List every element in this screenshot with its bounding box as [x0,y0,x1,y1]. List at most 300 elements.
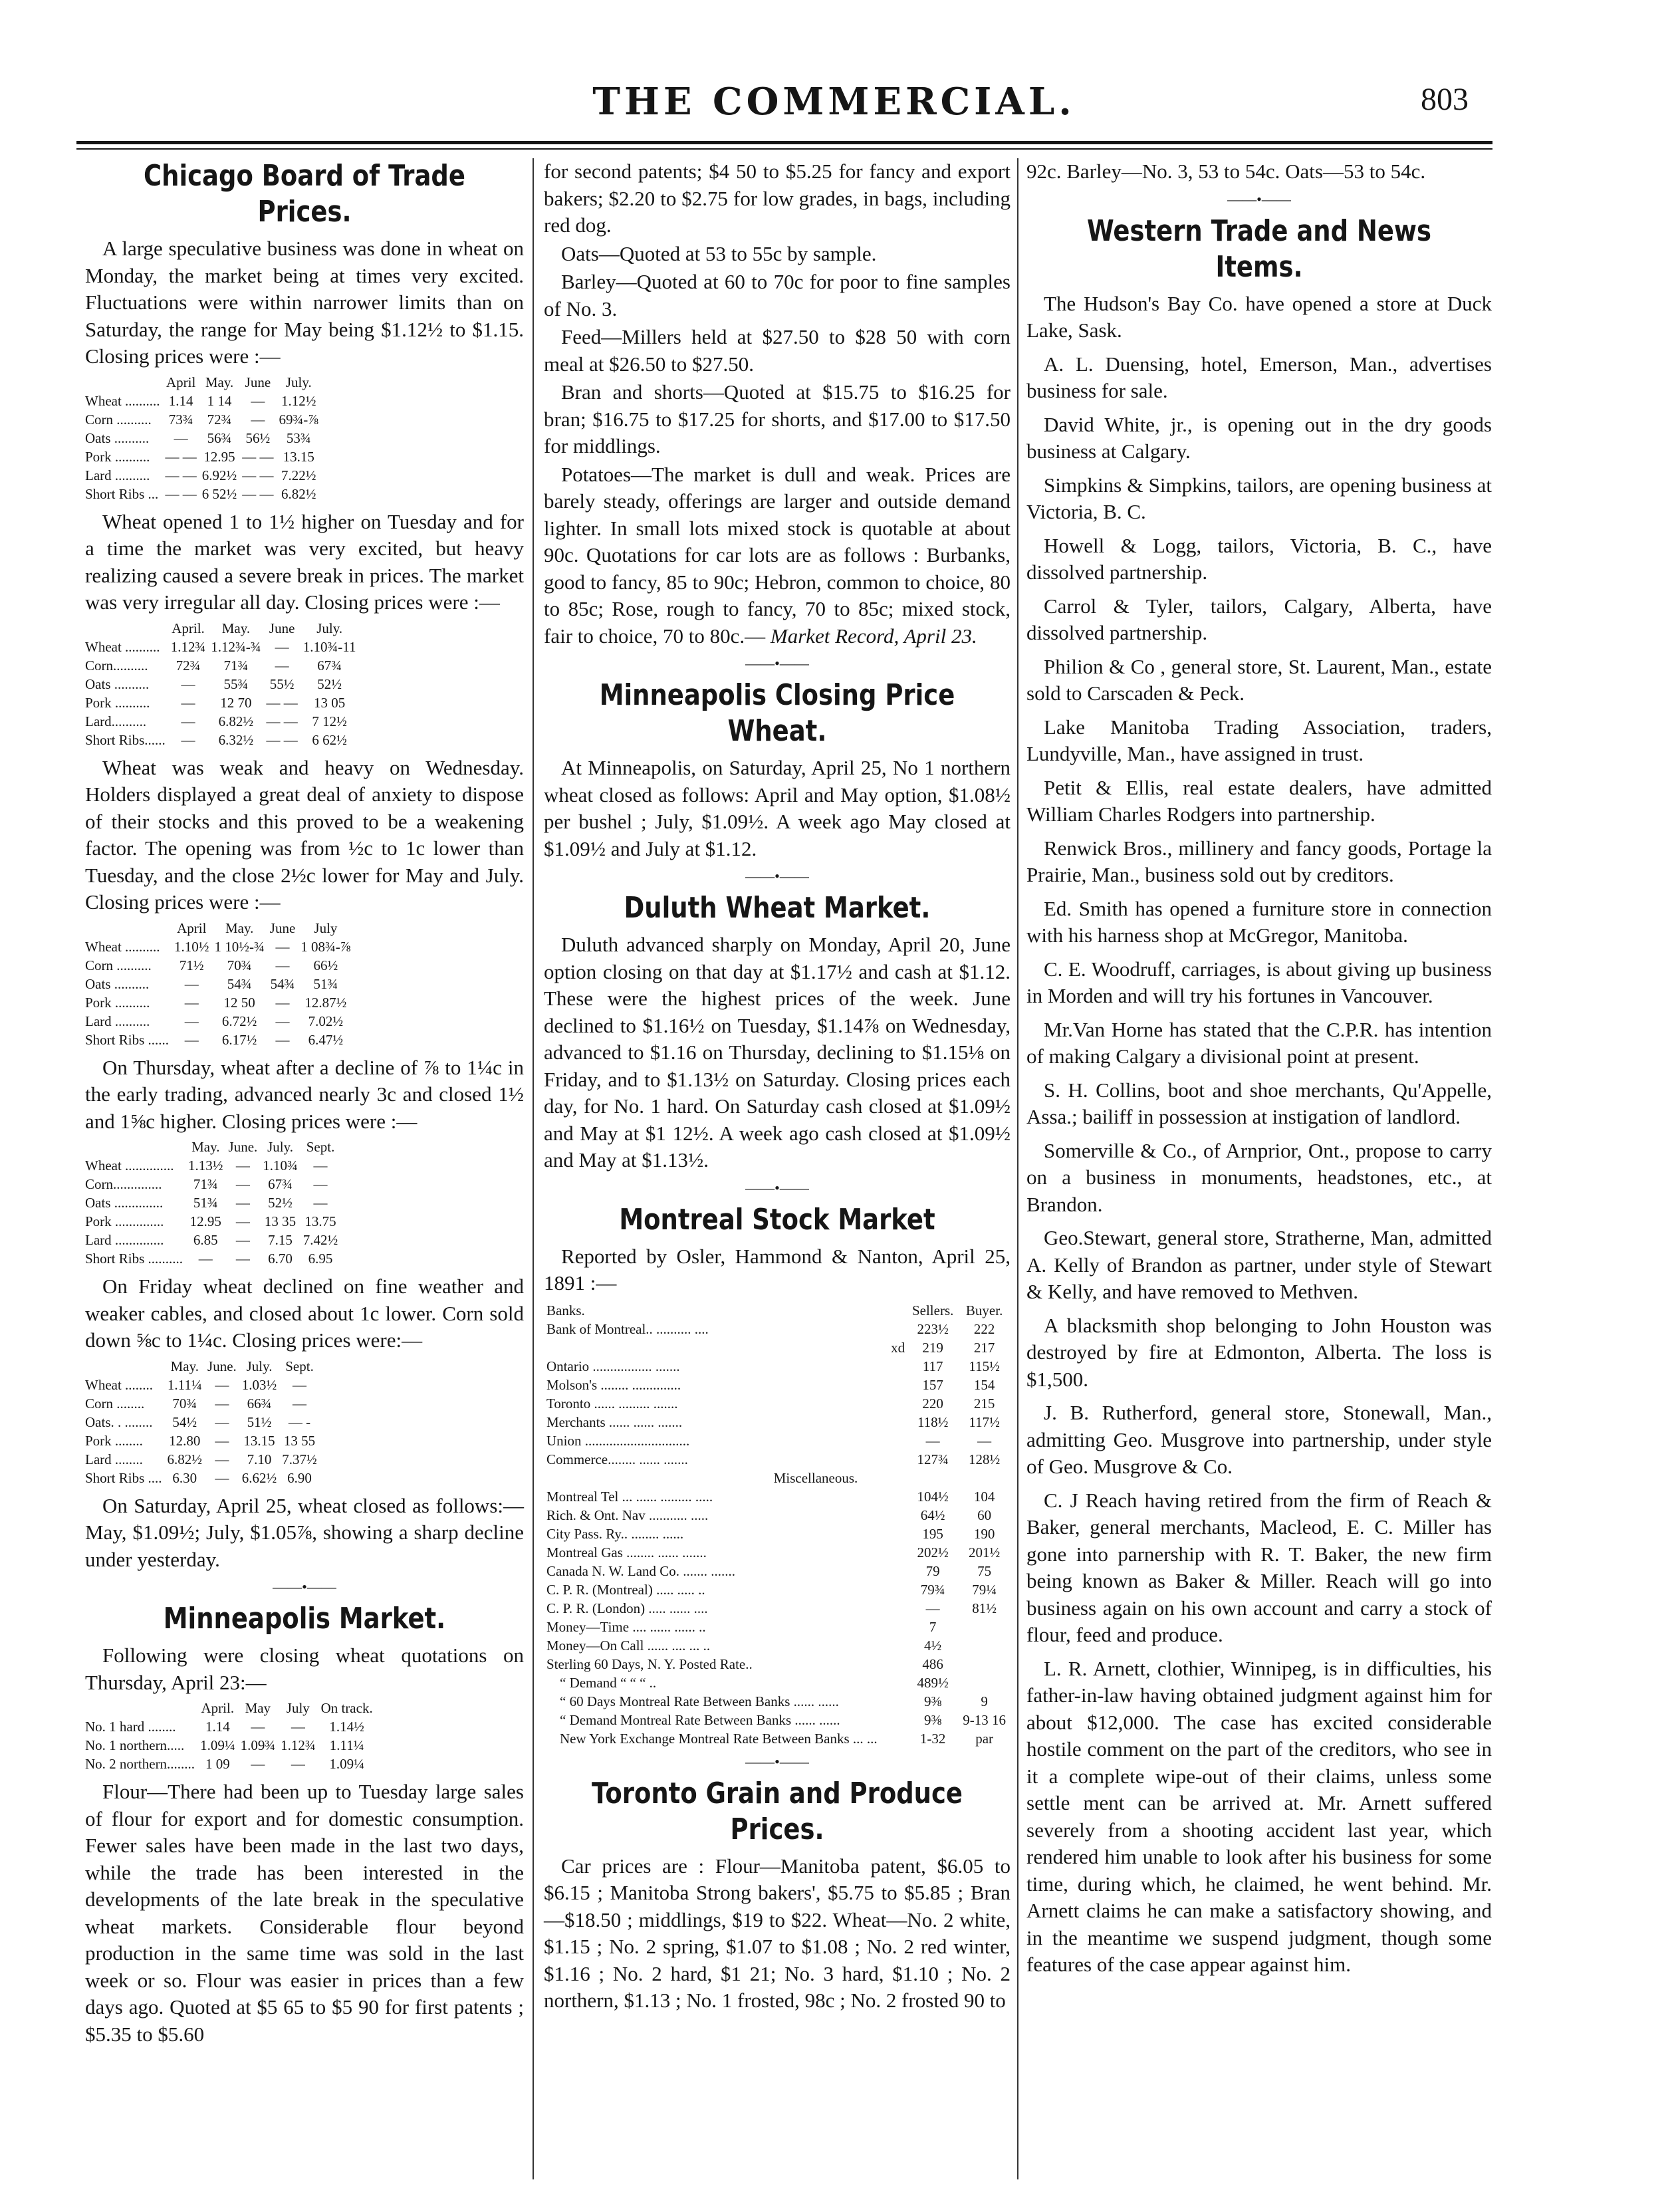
table-row [85,1469,320,1487]
table-header-row [544,1301,1011,1320]
price-cell: 71½ [179,957,204,973]
grade-label: No. 1 northern..... [85,1737,185,1753]
price-cell: — [215,1413,229,1430]
stock-name: Money—On Call ...... .... ... .. [546,1637,711,1654]
price-cell: — — [266,731,298,748]
price-cell: 1.10¾ [263,1158,298,1173]
table-header-row [85,619,359,638]
price-table-thursday [85,1138,340,1268]
table-row [85,975,354,993]
price-cell: 71¾ [193,1176,218,1192]
table-row [85,1413,320,1431]
sellers-price: 202½ [917,1544,949,1560]
table-row [544,1729,1011,1748]
news-item: The Hudson's Bay Co. have opened a store at Duck Lake, Sask. [1026,291,1492,342]
buyers-price [958,1618,1011,1636]
paragraph: Car prices are : Flour—Manitoba patent, $6.05 to $6.15 ; Manitoba Strong bakers', $5.75 to $5.85 ; Bran —$18.50 ; middlings, $19 to $22. Wheat—No. 2 white, $1.15 ; No. 2 spring, $1.07 to $1.08 ; No. 2 red winter, $1.16 ; No. 2 hard, $1 21; No. 3 hard, $1.10 ; No. 2 northern, $1.13 ; No. 1 frosted, 98c ; No. 2 frosted 90 to [544,1854,1011,2012]
table-row [544,1487,1011,1506]
price-cell: — [275,938,290,955]
price-cell: 51¾ [313,975,338,992]
commodity-label: Corn ........ [85,1395,145,1412]
table-section-row [544,1469,1011,1487]
price-cell: 6.72½ [221,1013,257,1029]
paragraph: Bran and shorts—Quoted at $15.75 to $16.25 for bran; $16.75 to $17.25 for shorts, and $17.00 to $17.50 for middlings. [544,380,1011,457]
headline-chicago-board-of-trade: Chicago Board of Trade Prices. [144,159,465,229]
sellers-price: 117 [922,1358,943,1374]
price-cell: — [275,1031,290,1048]
commodity-label: Wheat .............. [85,1158,174,1173]
table-row [544,1580,1011,1599]
buyers-price: 117½ [969,1413,1000,1430]
price-cell: — [181,694,195,711]
price-cell: 66½ [313,957,338,973]
price-cell: 55¾ [223,676,249,692]
commodity-label: Wheat .......... [85,392,160,409]
stock-name: Rich. & Ont. Nav ........... ..... [546,1507,709,1523]
buyers-price: 75 [977,1562,992,1579]
paragraph: At Minneapolis, on Saturday, April 25, No 1 northern wheat closed as follows: April and May option, $1.08½ per bushel ; July, $1.09½. A week ago May closed at $1.09½ and July at $1.12. [544,756,1011,860]
commodity-label: Pork .......... [85,694,150,711]
price-cell: 53¾ [286,430,311,446]
paragraph: Following were closing wheat quotations on Thursday, April 23:— [85,1644,524,1694]
news-item: Howell & Logg, tailors, Victoria, B. C., have dissolved partnership. [1026,533,1492,584]
commodity-label: Corn.......... [85,657,148,674]
sellers-price: 4½ [924,1637,942,1654]
stock-name: Sterling 60 Days, N. Y. Posted Rate.. [546,1656,753,1672]
price-cell: 7.15 [268,1232,293,1248]
commodity-label: Lard.......... [85,713,147,729]
price-cell: — — [242,467,274,483]
table-header: April. [172,620,205,636]
table-header-row [85,1138,340,1156]
table-row [85,1031,354,1049]
table-header: April. [201,1700,235,1716]
table-row [85,1249,340,1268]
price-cell: 56½ [245,430,271,446]
price-cell: — [313,1176,328,1192]
price-cell: 71¾ [223,657,249,674]
table-row [85,1212,340,1231]
table-row [85,731,359,749]
table-row [85,1394,320,1413]
stock-name: Money—Time .... ...... ...... .. [546,1618,706,1635]
price-cell: 6.95 [308,1251,333,1267]
price-cell: 12 70 [220,694,252,711]
price-cell: 69¾-⅞ [279,411,319,428]
sellers-price: 7 [929,1618,937,1635]
price-cell: 1.11¼ [329,1737,364,1753]
price-cell: 1.03½ [241,1376,277,1393]
price-cell: 1 08¾-⅞ [300,938,351,955]
table-row [85,1156,340,1175]
paragraph: On Saturday, April 25, wheat closed as follows:—May, $1.09½; July, $1.05⅞, showing a sharp decline under yesterday. [85,1493,524,1571]
table-row [85,937,354,956]
paragraph: On Thursday, wheat after a decline of ⅞ to 1¼c in the early trading, advanced nearly 3c and closed 1½ and 1⅝c higher. Closing prices were :— [85,1055,524,1133]
table-header: July [286,1700,310,1716]
table-row [85,693,359,712]
table-header: July. [316,620,343,636]
commodity-label: Pork ........ [85,1432,143,1449]
buyers-price: 115½ [969,1358,1000,1374]
price-cell: 55½ [269,676,295,692]
buyers-price [958,1673,1011,1692]
price-cell: — [215,1376,229,1393]
table-row [544,1431,1011,1450]
stock-name: Commerce........ ...... ....... [546,1451,688,1467]
price-cell: 13 05 [314,694,346,711]
table-row [85,429,321,447]
price-cell: 12.80 [169,1432,201,1449]
price-cell: 52½ [317,676,342,692]
stock-name: C. P. R. (Montreal) ..... ..... .. [546,1581,705,1598]
table-header: July. [285,374,312,390]
price-cell: 1.14½ [329,1719,364,1735]
table-row [544,1692,1011,1711]
headline-minneapolis-closing-price: Minneapolis Closing Price Wheat. [599,678,955,748]
column-1 [85,158,524,2179]
price-cell: 1 10½-¾ [214,938,265,955]
buyers-price: 215 [973,1395,995,1412]
price-cell: — [293,1376,307,1393]
table-header: July. [246,1358,273,1374]
column-divider [1017,158,1018,2179]
table-row [85,1755,376,1773]
news-item: Philion & Co , general store, St. Laurent, Man., estate sold to Carscaden & Peck. [1026,654,1492,705]
source-citation: Market Record, April 23. [770,624,977,648]
buyers-price: 79¼ [972,1581,997,1598]
price-cell: 6.90 [287,1469,312,1486]
price-cell: 13.15 [283,448,314,465]
price-cell: — [275,638,289,655]
table-header [85,1699,197,1717]
commodity-label: Pork .......... [85,994,150,1011]
price-cell: 66¾ [247,1395,272,1412]
price-cell: 12.95 [203,448,235,465]
price-cell: 7.22½ [281,467,316,483]
price-cell: 6.82½ [218,713,254,729]
news-item: Petit & Ellis, real estate dealers, have admitted William Charles Rodgers into partnership. [1026,775,1492,826]
wheat-quotation-table [85,1699,376,1773]
price-cell: — [235,1213,250,1229]
table-header-row [85,1699,376,1717]
commodity-label: Short Ribs .... [85,1469,162,1486]
price-cell: — [215,1451,229,1467]
price-cell: 54¾ [227,975,252,992]
price-cell: — [215,1432,229,1449]
publication-title: THE COMMERCIAL. [592,80,1076,124]
masthead-rule-thin [76,148,1492,150]
price-cell: 1 14 [207,392,232,409]
price-cell: 1.14 [205,1719,230,1735]
price-cell: 6.32½ [218,731,254,748]
table-header [85,373,163,392]
price-cell: 1.12¾ [281,1737,316,1753]
buyers-price: 104 [973,1488,995,1505]
paragraph: for second patents; $4 50 to $5.25 for fancy and export bakers; $2.20 to $2.75 for low grades, in bags, including red dog. [544,160,1011,237]
stock-name: Ontario ................. ....... [546,1358,680,1374]
price-cell: 6.85 [193,1232,218,1248]
commodity-label: Wheat ........ [85,1376,154,1393]
table-row [85,410,321,429]
table-row [85,466,321,485]
table-row [544,1543,1011,1562]
price-cell: — [215,1395,229,1412]
price-cell: 1.11¼ [167,1376,202,1393]
table-row [544,1376,1011,1394]
buyers-price: 154 [973,1376,995,1393]
price-cell: 51¾ [193,1195,218,1211]
price-cell: — [275,957,290,973]
price-cell: 1.09¼ [200,1737,235,1753]
table-header: June [269,920,296,936]
table-header-row [85,919,354,937]
price-cell: — [251,392,265,409]
section-ornament: ——•—— [1227,190,1291,207]
headline-duluth-wheat-market: Duluth Wheat Market. [624,891,931,925]
price-cell: — — [165,467,197,483]
price-cell: 1.12¾ [170,638,206,655]
section-ornament: ——•—— [745,1753,809,1770]
paragraph: Feed—Millers held at $27.50 to $28 50 with corn meal at $26.50 to $27.50. [544,325,1011,376]
price-table-friday [85,1357,320,1487]
stock-name: “ Demand Montreal Rate Between Banks ...... ...... [560,1711,840,1728]
price-cell: — - [288,1413,311,1430]
price-cell: 70¾ [227,957,252,973]
price-cell: 54½ [172,1413,197,1430]
news-item: Ed. Smith has opened a furniture store in connection with his harness shop at McGregor, Manitoba. [1026,896,1492,947]
price-cell: 6 52½ [201,485,237,502]
column-divider [533,158,534,2179]
table-row [544,1394,1011,1413]
price-cell: 1.14 [168,392,193,409]
stock-name: City Pass. Ry.. ........ ...... [546,1525,684,1542]
commodity-label: Wheat .......... [85,638,160,655]
table-row [85,1717,376,1736]
stock-name: Merchants ...... ...... ....... [546,1413,683,1430]
price-cell: — [275,1013,290,1029]
table-row [85,1450,320,1469]
price-cell: 1.09¼ [329,1756,364,1772]
commodity-label: Short Ribs ...... [85,1031,170,1048]
table-row [544,1711,1011,1729]
table-row [544,1357,1011,1376]
grade-label: No. 2 northern........ [85,1756,195,1772]
table-row [85,712,359,731]
stock-name: “ Demand “ “ “ .. [560,1674,657,1691]
table-row [85,956,354,975]
table-row [544,1413,1011,1431]
sellers-price: 1-32 [919,1730,946,1747]
table-row [544,1655,1011,1673]
page-number: 803 [1421,82,1469,117]
price-cell: 1.10¾-11 [302,638,356,655]
commodity-label: Corn .......... [85,957,152,973]
stock-name: Montreal Tel ... ...... ......... ..... [546,1488,713,1505]
news-item: Simpkins & Simpkins, tailors, are opening business at Victoria, B. C. [1026,473,1492,523]
price-cell: — [293,1395,307,1412]
paragraph: A large speculative business was done in wheat on Monday, the market being at times very excited. Fluctuations were within narrower limits than on Saturday, the range for May being $1.12½ to $1.15. Closing prices were :— [85,237,524,368]
price-cell: 12.95 [189,1213,221,1229]
sellers-price: 486 [922,1656,943,1672]
news-item: Renwick Bros., millinery and fancy goods, Portage la Prairie, Man., business sold out by creditors. [1026,836,1492,886]
paragraph: Oats—Quoted at 53 to 55c by sample. [561,241,877,265]
buyers-price: 9-13 16 [963,1711,1006,1728]
commodity-label: Corn .......... [85,411,152,428]
buyers-price: 9 [981,1693,988,1709]
table-row [544,1450,1011,1469]
price-cell: — [291,1756,305,1772]
price-cell: 12 50 [223,994,255,1011]
paragraph: On Friday wheat declined on fine weather and weaker cables, and closed about 1c lower. Corn sold down ⅝c to 1¼c. Closing prices were:— [85,1275,524,1352]
price-cell: 1.13½ [188,1158,223,1173]
commodity-label: Oats .............. [85,1195,164,1211]
commodity-label: Oats .......... [85,975,150,992]
table-header [85,1138,185,1156]
commodity-label: Lard ........ [85,1451,143,1467]
price-cell: 70¾ [172,1395,197,1412]
news-item: Mr.Van Horne has stated that the C.P.R. has intention of making Calgary a divisional point at present. [1026,1017,1492,1068]
table-header: May. [191,1139,220,1155]
sellers-price: 79 [925,1562,940,1579]
price-cell: 52½ [268,1195,293,1211]
price-cell: 67¾ [268,1176,293,1192]
table-header-row [85,1357,320,1376]
commodity-label: Pork .............. [85,1213,164,1229]
price-cell: 1.09¾ [240,1737,276,1753]
price-table-monday [85,373,321,503]
table-header: June [269,620,295,636]
price-cell: 72¾ [176,657,201,674]
price-cell: — [235,1232,250,1248]
news-item: A blacksmith shop belonging to John Houston was destroyed by fire at Edmonton, Alberta. The loss is $1,500. [1026,1313,1492,1391]
table-row [544,1320,1011,1338]
price-cell: 12.87½ [304,994,347,1011]
table-row [85,1431,320,1450]
table-row [85,392,321,410]
price-cell: 51½ [247,1413,272,1430]
table-header [85,619,168,638]
buyers-price [958,1655,1011,1673]
table-row [544,1506,1011,1525]
column-3 [1026,158,1492,2179]
price-cell: — — [266,694,298,711]
sellers-price: 223½ [917,1320,949,1337]
paragraph: Barley—Quoted at 60 to 70c for poor to fine samples of No. 3. [544,270,1011,320]
table-header: April [177,920,207,936]
table-row [85,447,321,466]
stock-name: Canada N. W. Land Co. ....... ....... [546,1562,736,1579]
price-cell: 13 55 [283,1432,316,1449]
commodity-label: Lard .......... [85,1013,150,1029]
table-row [544,1673,1011,1692]
price-cell: 7.02½ [308,1013,344,1029]
sellers-price: 9⅜ [924,1711,942,1728]
table-row [85,638,359,656]
commodity-label: Oats .......... [85,676,150,692]
price-cell: — [251,411,265,428]
headline-toronto-grain-produce: Toronto Grain and Produce Prices. [592,1776,963,1846]
table-header: May. [225,920,254,936]
news-item: A. L. Duensing, hotel, Emerson, Man., advertises business for sale. [1026,352,1492,402]
price-cell: — [251,1719,265,1735]
price-cell: — [235,1158,250,1173]
section-ornament: ——•—— [745,868,809,884]
table-row [544,1599,1011,1618]
price-cell: — [275,994,290,1011]
sellers-price: 195 [922,1525,943,1542]
commodity-label: Lard .......... [85,467,150,483]
buyers-price: 81½ [972,1600,997,1616]
table-header: May. [205,374,234,390]
table-header: April [166,374,196,390]
paragraph: 92c. Barley—No. 3, 53 to 54c. Oats—53 to 54c. [1026,160,1426,183]
table-header: On track. [320,1700,373,1716]
price-cell: — [181,713,195,729]
table-header: Sept. [306,1139,335,1155]
price-cell: — — [242,448,274,465]
paragraph-text: Potatoes—The market is dull and weak. Prices are barely steady, offerings are larger and outside demand lighter. In small lots mixed stock is quotable at about 90c. Quotations for car lots are as follows : Burbanks, good to fancy, 85 to 90c; Hebron, common to choice, 80 to 85c; Rose, rough to fancy, 70 to 85c; mixed stock, fair to choice, 70 to 80c.— [544,462,1011,648]
price-cell: — [275,657,289,674]
headline-montreal-stock-market: Montreal Stock Market [619,1202,935,1237]
news-item: David White, jr., is opening out in the dry goods business at Calgary. [1026,412,1492,463]
price-cell: — — [242,485,274,502]
commodity-label: Short Ribs ... [85,485,159,502]
table-row [85,1376,320,1394]
commodity-label: Short Ribs...... [85,731,166,748]
table-header: Sellers. [911,1302,954,1318]
commodity-label: Wheat .......... [85,938,160,955]
price-cell: — [184,994,199,1011]
table-header: May. [170,1358,199,1374]
price-cell: 13.15 [243,1432,275,1449]
stock-name: Molson's ........ .............. [546,1376,681,1393]
buyers-price: 190 [973,1525,995,1542]
table-header: Buyer. [965,1302,1003,1318]
price-cell: 6.70 [268,1251,293,1267]
buyers-price: 217 [973,1339,995,1356]
price-table-tuesday [85,619,359,749]
price-cell: — [174,430,188,446]
stock-name: Montreal Gas ........ ...... ....... [546,1544,707,1560]
commodity-label: Pork .......... [85,448,150,465]
price-cell: 1.12½ [281,392,316,409]
commodity-label: Short Ribs .......... [85,1251,183,1267]
price-cell: 7 12½ [312,713,347,729]
buyers-price: 60 [977,1507,992,1523]
sellers-price: 9⅜ [924,1693,942,1709]
table-header: July. [267,1139,293,1155]
price-cell: — [235,1176,250,1192]
buyers-price: par [975,1730,994,1747]
section-ornament: ——•—— [745,655,809,672]
price-table-wednesday [85,919,354,1049]
price-cell: 67¾ [317,657,342,674]
stock-name: Bank of Montreal.. .......... .... [546,1320,709,1337]
sellers-price: — [925,1600,940,1616]
news-item: C. J Reach having retired from the firm of Reach & Baker, general merchants, Macleod, E. C. Miller has gone into parnership with R. T. Baker, the new firm being known as Baker & Miller. Reach will go into business again on his own account and carry a stock of flour, feed and produce. [1026,1488,1492,1646]
table-row [85,1193,340,1212]
price-cell: 6.47½ [308,1031,344,1048]
buyers-price [958,1636,1011,1655]
commodity-label: Oats. . ........ [85,1413,153,1430]
headline-western-trade-news: Western Trade and News Items. [1086,213,1432,284]
stock-name: New York Exchange Montreal Rate Between Banks ... ... [560,1730,878,1747]
news-item: L. R. Arnett, clothier, Winnipeg, is in difficulties, his father-in-law having obtained judgment against him for about $12,000. The case has excited considerable hostile comment on the part of the creditors, who see in it a complete wipe-out of their claims, unless some settle ment can be arrived at. Mr. Arnett suffered severely from a shooting accident last year, which rendered him unable to look after his business for some time, during which, he claimed, he went behind. Mr. Arnett claims he can make a satisfactory showing, and in the meantime we suspend judgment, though some features of the case appear against him. [1026,1656,1492,1976]
table-header: Banks. [546,1302,585,1318]
price-cell: — — [165,448,197,465]
price-cell: 13.75 [304,1213,336,1229]
stock-name: Toronto ...... ......... ....... [546,1395,678,1412]
